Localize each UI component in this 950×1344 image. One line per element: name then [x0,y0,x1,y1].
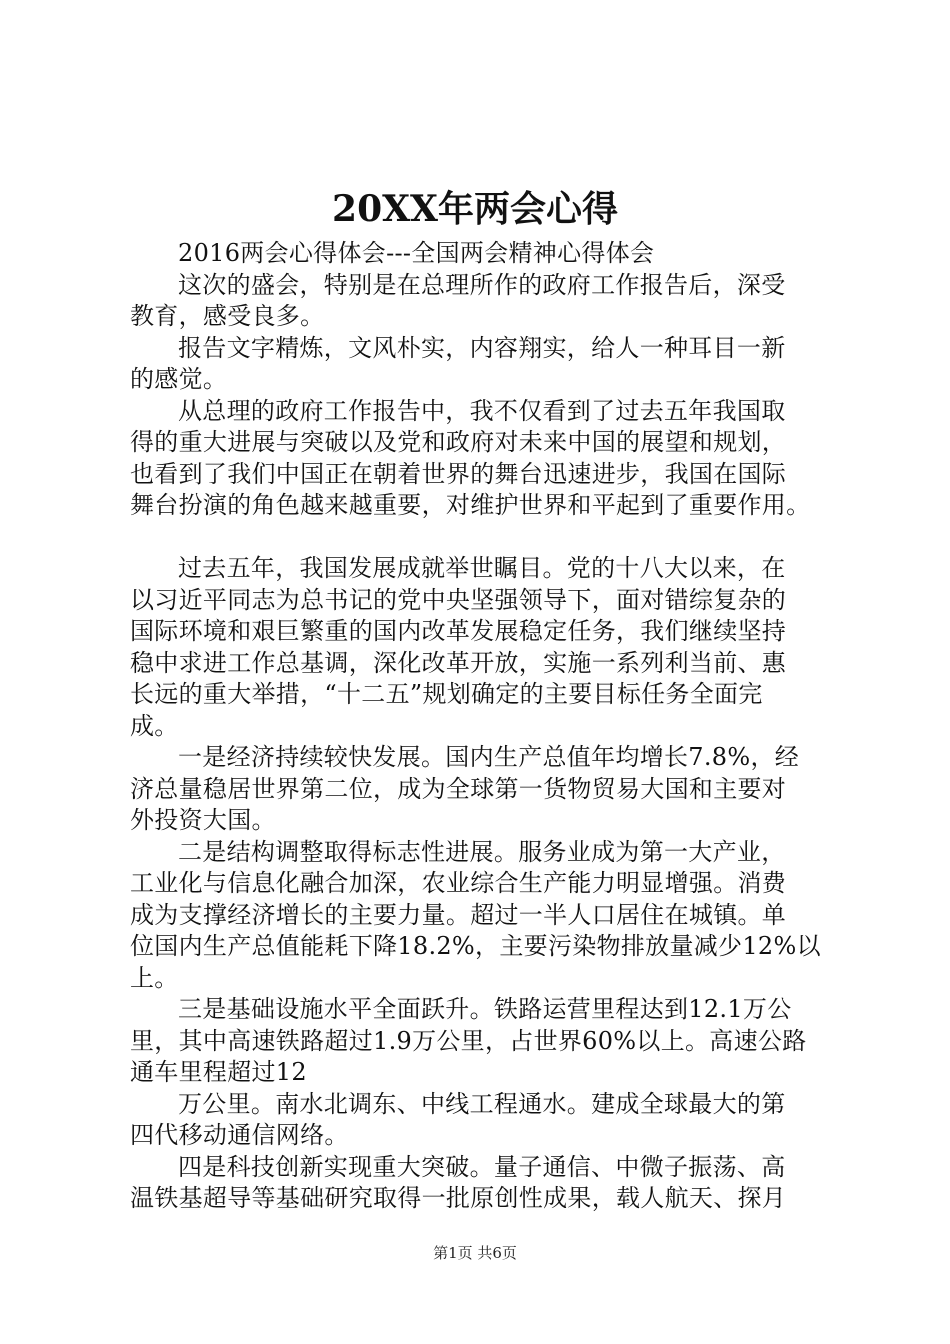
text-line: 四代移动通信网络。 [130,1121,349,1149]
text-line: 工业化与信息化融合加深，农业综合生产能力明显增强。消费 [130,869,787,897]
text-line: 的感觉。 [130,365,228,393]
text-line: 外投资大国。 [130,806,276,834]
text-line: 济总量稳居世界第二位，成为全球第一货物贸易大国和主要对 [130,774,787,803]
text-line: 长远的重大举措，“十二五”规划确定的主要目标任务全面完 [130,680,763,708]
text-line: 通车里程超过12 [130,1058,307,1086]
text-line: 2016两会心得体会---全国两会精神心得体会 [178,239,655,267]
text-line: 报告文字精炼，文风朴实，内容翔实，给人一种耳目一新 [178,333,786,362]
text-line: 成为支撑经济增长的主要力量。超过一半人口居住在城镇。单 [130,900,787,929]
page-footer: 第1页 共6页 [433,1244,517,1262]
text-line: 里，其中高速铁路超过1.9万公里，占世界60%以上。高速公路 [130,1026,807,1055]
text-line: 温铁基超导等基础研究取得一批原创性成果，载人航天、探月 [130,1184,787,1212]
text-line: 得的重大进展与突破以及党和政府对未来中国的展望和规划， [130,428,787,456]
text-line: 这次的盛会，特别是在总理所作的政府工作报告后，深受 [178,270,786,299]
text-line: 过去五年，我国发展成就举世瞩目。党的十八大以来，在 [178,554,786,582]
text-line: 以习近平同志为总书记的党中央坚强领导下，面对错综复杂的 [130,585,787,614]
text-line: 三是基础设施水平全面跃升。铁路运营里程达到12.1万公 [178,995,792,1023]
text-line: 一是经济持续较快发展。国内生产总值年均增长7.8%，经 [178,743,800,771]
text-line: 教育，感受良多。 [130,302,325,330]
text-line: 二是结构调整取得标志性进展。服务业成为第一大产业， [178,837,786,866]
blank-line [130,522,830,554]
text-line: 舞台扮演的角色越来越重要，对维护世界和平起到了重要作用。 [130,491,811,519]
text-line: 成。 [130,711,179,740]
text-line: 四是科技创新实现重大突破。量子通信、中微子振荡、高 [178,1152,786,1181]
text-line: 国际环境和艰巨繁重的国内改革发展稳定任务，我们继续坚持 [130,617,787,645]
text-line: 位国内生产总值能耗下降18.2%，主要污染物排放量减少12%以 [130,932,821,960]
document-title: 20XX年两会心得 [332,188,618,230]
text-line: 从总理的政府工作报告中，我不仅看到了过去五年我国取 [178,396,786,425]
document-body [130,238,830,1215]
text-line: 万公里。南水北调东、中线工程通水。建成全球最大的第 [178,1089,786,1118]
text-line: 也看到了我们中国正在朝着世界的舞台迅速进步，我国在国际 [130,459,787,488]
text-line: 稳中求进工作总基调，深化改革开放，实施一系列利当前、惠 [130,648,787,677]
text-line: 上。 [130,963,179,992]
